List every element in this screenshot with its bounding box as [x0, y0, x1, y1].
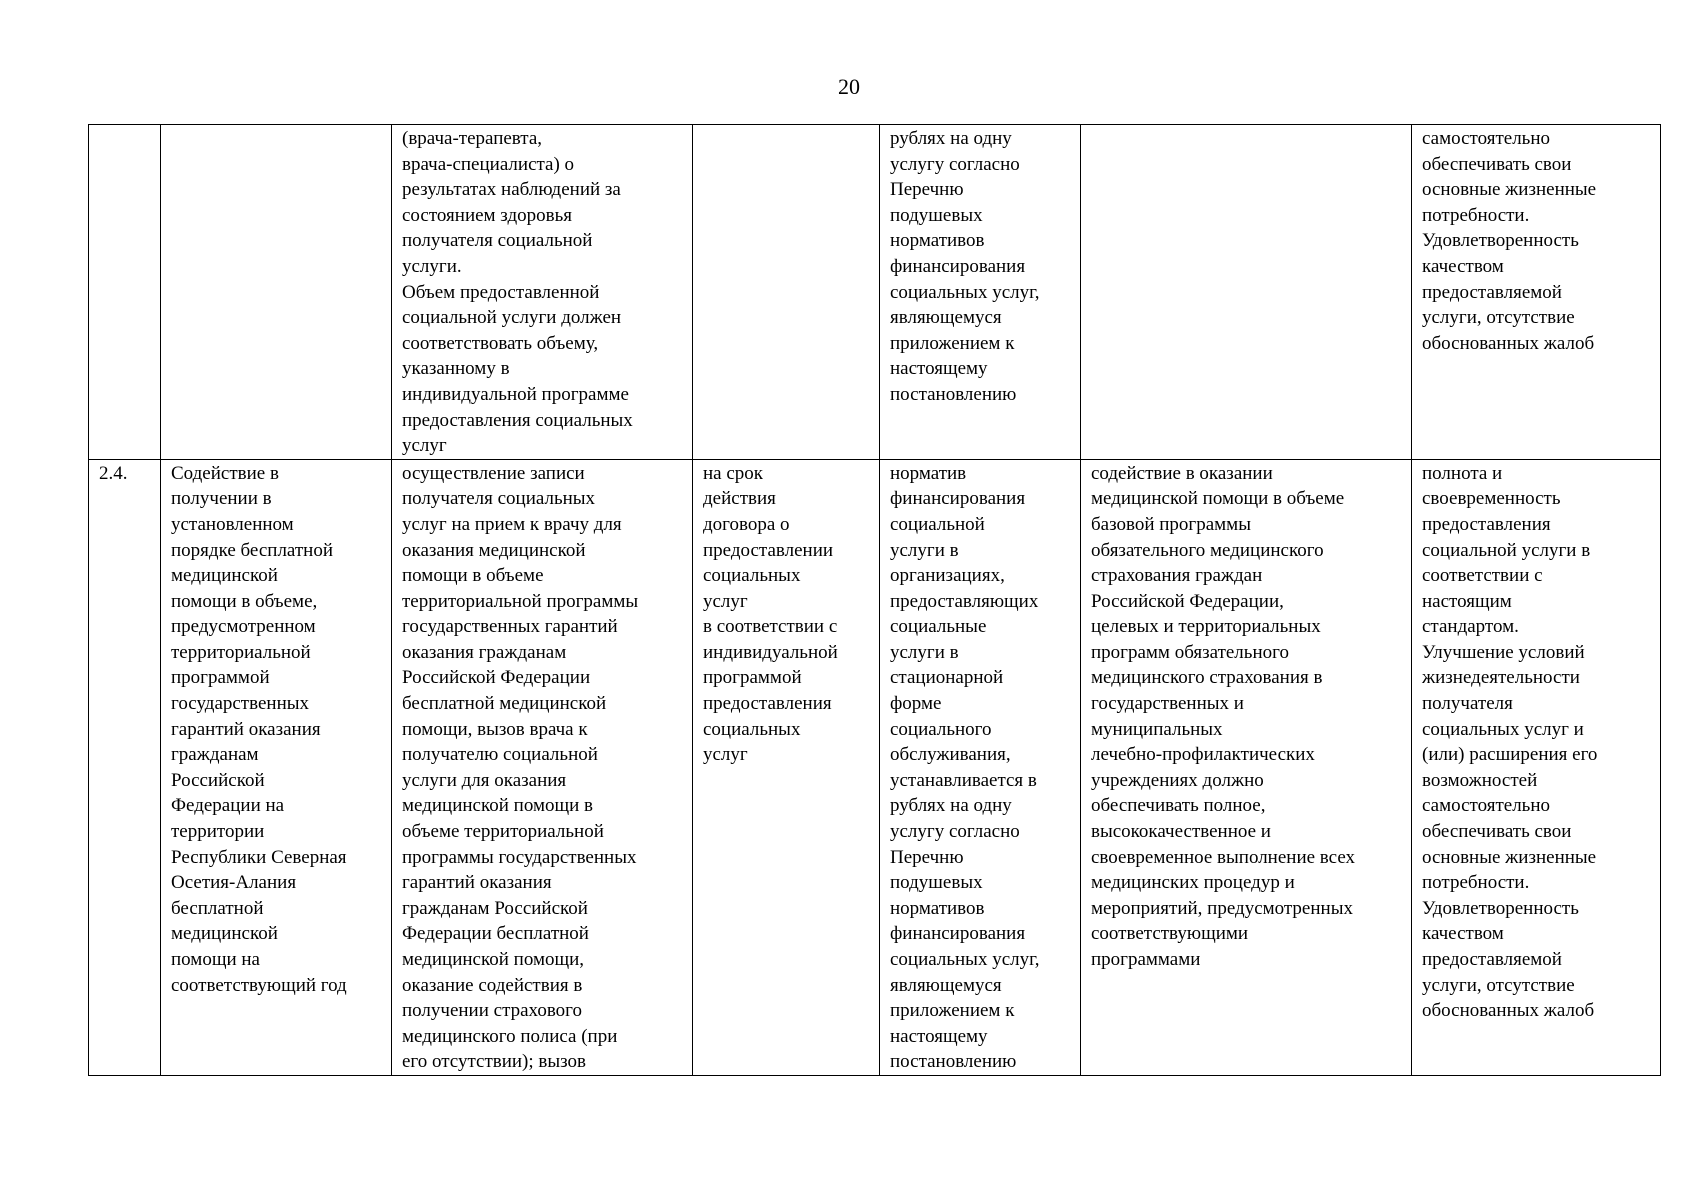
cell-text-line: обоснованных жалоб — [1422, 1000, 1595, 1022]
cell-text-line: порядке бесплатной — [171, 539, 334, 561]
cell-text-line: социальных — [703, 718, 801, 740]
cell-text-line: (врача-терапевта, — [402, 128, 543, 149]
cell-text-line: организациях, — [890, 565, 1005, 587]
cell-text-line: соответствии с — [1422, 565, 1543, 587]
cell-text-line: обслуживания, — [890, 744, 1011, 766]
cell-text-line: указанному в — [402, 358, 510, 380]
cell-text-line: Федерации на — [171, 795, 285, 817]
cell-text-line: установленном — [171, 513, 294, 535]
cell-text-line: предоставления — [703, 693, 832, 715]
cell-text-line: государственных и — [1091, 693, 1244, 715]
cell-text-line: самостоятельно — [1422, 795, 1551, 817]
cell-text-line: 2.4. — [99, 462, 128, 484]
cell-text-line: качеством — [1422, 923, 1504, 945]
cell-text-line: подушевых — [890, 872, 983, 894]
cell-text-line: Осетия-Алания — [171, 872, 297, 894]
cell-text-line: рублях на одну — [890, 795, 1012, 817]
cell-text-line: (или) расширения его — [1422, 744, 1598, 766]
cell-text-line: Федерации бесплатной — [402, 923, 589, 945]
cell-text-line: своевременность — [1422, 488, 1561, 510]
cell-text-line: стационарной — [890, 667, 1004, 689]
cell-text-line: результатах наблюдений за — [402, 179, 621, 201]
cell-text-line: получателя социальных — [402, 488, 596, 510]
page-number: 20 — [838, 74, 860, 99]
cell-text-line: приложением к — [890, 1000, 1015, 1022]
cell-text-line: Улучшение условий — [1422, 641, 1585, 663]
cell-text-line: услугу согласно — [890, 821, 1020, 843]
cell-text-line: гарантий оказания — [402, 872, 552, 894]
cell-text-line: состоянием здоровья — [402, 204, 573, 226]
cell-text-line: Российской — [171, 769, 265, 791]
cell-service-term — [693, 125, 880, 460]
cell-text-line: муниципальных — [1091, 718, 1223, 740]
cell-financing-norm — [880, 125, 1081, 460]
cell-text-line: услугу согласно — [890, 153, 1020, 175]
cell-text-line: социальных услуг, — [890, 949, 1040, 970]
cell-text-line: программой — [171, 667, 270, 689]
cell-text-line: оказание содействия в — [402, 974, 583, 996]
cell-text-line: лечебно-профилактических — [1091, 744, 1315, 766]
cell-text-line: стандартом. — [1422, 616, 1519, 638]
cell-text-line: полнота и — [1422, 462, 1503, 484]
cell-text-line: содействие в оказании — [1091, 462, 1273, 484]
cell-text-line: своевременное выполнение всех — [1091, 846, 1356, 868]
cell-text-line: Республики Северная — [171, 846, 347, 868]
cell-text-line: предоставления — [1422, 513, 1551, 535]
cell-text-line: предоставляемой — [1422, 281, 1562, 303]
cell-text-line: базовой программы — [1091, 513, 1251, 535]
cell-text-line: программ обязательного — [1091, 641, 1289, 663]
cell-text-line: Российской Федерации, — [1091, 590, 1284, 612]
cell-text-line: норматив — [890, 462, 967, 484]
cell-text-line: помощи, вызов врача к — [402, 718, 588, 740]
cell-text-line: территориальной программы — [402, 590, 639, 612]
cell-text-line: социальных услуг, — [890, 281, 1040, 303]
table-row-2-4 — [89, 459, 1661, 1075]
cell-text-line: основные жизненные — [1422, 846, 1597, 868]
cell-text-line: услуги для оказания — [402, 769, 567, 791]
cell-text-line: получателя социальной — [402, 230, 593, 252]
cell-text-line: получении в — [171, 488, 272, 510]
cell-text-line: гарантий оказания — [171, 718, 321, 740]
cell-text-line: финансирования — [890, 923, 1026, 945]
cell-text-line: индивидуальной — [703, 641, 838, 663]
cell-quality-indicators — [1081, 459, 1412, 1075]
cell-text-line: услуг — [703, 744, 748, 766]
cell-text-line: качеством — [1422, 255, 1504, 277]
cell-text-line: социального — [890, 718, 992, 740]
cell-text-line: постановлению — [890, 383, 1017, 405]
cell-text-line: потребности. — [1422, 204, 1530, 226]
cell-text-line: помощи в объеме, — [171, 590, 318, 612]
cell-text-line: нормативов — [890, 230, 985, 252]
cell-service-description — [392, 459, 693, 1075]
cell-text-line: Содействие в — [171, 462, 279, 484]
cell-text-line: медицинской — [171, 923, 278, 945]
cell-text-line: программой — [703, 667, 802, 689]
cell-text-line: Удовлетворенность — [1422, 897, 1579, 919]
cell-text-line: территории — [171, 821, 265, 843]
cell-text-line: настоящим — [1422, 590, 1512, 612]
cell-text-line: Перечню — [890, 179, 964, 201]
cell-text-line: предоставляющих — [890, 590, 1039, 612]
cell-text-line: индивидуальной программе — [402, 383, 629, 405]
cell-text-line: медицинского полиса (при — [402, 1025, 618, 1047]
cell-text-line: возможностей — [1422, 769, 1538, 791]
cell-text-line: обеспечивать полное, — [1091, 795, 1266, 817]
cell-text-line: гражданам Российской — [402, 897, 588, 919]
cell-text-line: предоставления социальных — [402, 409, 633, 431]
cell-text-line: услуги, отсутствие — [1422, 974, 1575, 996]
cell-text-line: Перечню — [890, 846, 964, 868]
cell-text-line: являющемуся — [890, 974, 1002, 996]
cell-text-line: обязательного медицинского — [1091, 539, 1324, 561]
cell-text-line: предусмотренном — [171, 616, 316, 638]
cell-text-line: услуги в — [890, 641, 959, 663]
cell-text-line: подушевых — [890, 204, 983, 226]
cell-text-line: его отсутствии); вызов — [402, 1051, 587, 1073]
cell-text-line: постановлению — [890, 1051, 1017, 1073]
cell-text-line: устанавливается в — [890, 769, 1037, 791]
cell-text-line: медицинской — [171, 565, 278, 587]
cell-text-line: потребности. — [1422, 872, 1530, 894]
cell-text-line: предоставлении — [703, 539, 834, 561]
cell-text-line: услуги, отсутствие — [1422, 307, 1575, 329]
cell-text-line: действия — [703, 488, 776, 510]
cell-text-line: медицинского страхования в — [1091, 667, 1323, 689]
cell-text-line: социальной услуги должен — [402, 307, 622, 329]
cell-text-line: социальной — [890, 513, 985, 535]
cell-text-line: договора о — [703, 513, 790, 535]
standards-table — [88, 124, 1661, 1076]
cell-text-line: соответствующими — [1091, 923, 1249, 945]
cell-text-line: Объем предоставленной — [402, 281, 600, 303]
cell-text-line: финансирования — [890, 488, 1026, 510]
cell-text-line: оказания медицинской — [402, 539, 586, 561]
cell-text-line: социальные — [890, 616, 987, 638]
cell-text-line: форме — [890, 693, 942, 715]
cell-text-line: услуг — [402, 435, 447, 457]
cell-text-line: высококачественное и — [1091, 821, 1271, 843]
cell-text-line: услуг — [703, 590, 748, 612]
cell-text-line: основные жизненные — [1422, 179, 1597, 201]
cell-text-line: объеме территориальной — [402, 821, 604, 843]
cell-number — [89, 125, 161, 460]
cell-text-line: программами — [1091, 949, 1201, 970]
cell-text-line: целевых и территориальных — [1091, 616, 1321, 638]
cell-text-line: услуги. — [402, 255, 462, 277]
cell-text-line: бесплатной — [171, 897, 264, 919]
cell-text-line: учреждениях должно — [1091, 769, 1264, 791]
cell-text-line: Удовлетворенность — [1422, 230, 1579, 252]
cell-service-name — [161, 125, 392, 460]
cell-text-line: социальной услуги в — [1422, 539, 1591, 561]
cell-text-line: соответствующий год — [171, 974, 347, 996]
cell-text-line: обеспечивать свои — [1422, 153, 1572, 175]
cell-effectiveness-evaluation — [1412, 125, 1661, 460]
cell-text-line: обоснованных жалоб — [1422, 332, 1595, 354]
cell-service-name — [161, 459, 392, 1075]
cell-service-description — [392, 125, 693, 460]
cell-text-line: государственных — [171, 693, 310, 715]
cell-text-line: нормативов — [890, 897, 985, 919]
cell-financing-norm — [880, 459, 1081, 1075]
cell-text-line: социальных услуг и — [1422, 718, 1584, 740]
cell-text-line: медицинских процедур и — [1091, 872, 1295, 894]
cell-text-line: настоящему — [890, 1025, 988, 1047]
cell-number — [89, 459, 161, 1075]
cell-effectiveness-evaluation — [1412, 459, 1661, 1075]
cell-text-line: на срок — [703, 462, 764, 484]
cell-text-line: социальных — [703, 565, 801, 587]
cell-text-line: Российской Федерации — [402, 667, 591, 689]
cell-text-line: мероприятий, предусмотренных — [1091, 897, 1353, 919]
cell-text-line: медицинской помощи в — [402, 795, 594, 817]
cell-text-line: финансирования — [890, 255, 1026, 277]
cell-text-line: рублях на одну — [890, 128, 1012, 149]
cell-text-line: в соответствии с — [703, 616, 838, 638]
cell-text-line: оказания гражданам — [402, 641, 567, 663]
cell-quality-indicators — [1081, 125, 1412, 460]
cell-text-line: получателю социальной — [402, 744, 598, 766]
cell-text-line: медицинской помощи в объеме — [1091, 488, 1345, 510]
cell-text-line: жизнедеятельности — [1422, 667, 1580, 689]
cell-text-line: соответствовать объему, — [402, 332, 599, 354]
cell-text-line: услуги в — [890, 539, 959, 561]
cell-text-line: страхования граждан — [1091, 565, 1263, 587]
cell-text-line: приложением к — [890, 332, 1015, 354]
table-row-continuation — [89, 125, 1661, 460]
cell-text-line: помощи на — [171, 949, 260, 970]
cell-text-line: получении страхового — [402, 1000, 582, 1022]
cell-text-line: обеспечивать свои — [1422, 821, 1572, 843]
cell-text-line: предоставляемой — [1422, 949, 1562, 970]
cell-text-line: помощи в объеме — [402, 565, 544, 587]
cell-text-line: гражданам — [171, 744, 259, 766]
cell-text-line: программы государственных — [402, 846, 637, 868]
cell-text-line: являющемуся — [890, 307, 1002, 329]
cell-text-line: получателя — [1422, 693, 1513, 715]
cell-text-line: осуществление записи — [402, 462, 585, 484]
cell-text-line: услуг на прием к врачу для — [402, 513, 622, 535]
cell-text-line: самостоятельно — [1422, 128, 1551, 149]
cell-text-line: территориальной — [171, 641, 311, 663]
cell-text-line: настоящему — [890, 358, 988, 380]
cell-text-line: врача-специалиста) о — [402, 153, 575, 175]
cell-text-line: бесплатной медицинской — [402, 693, 607, 715]
cell-text-line: медицинской помощи, — [402, 949, 585, 970]
cell-text-line: государственных гарантий — [402, 616, 618, 638]
cell-service-term — [693, 459, 880, 1075]
